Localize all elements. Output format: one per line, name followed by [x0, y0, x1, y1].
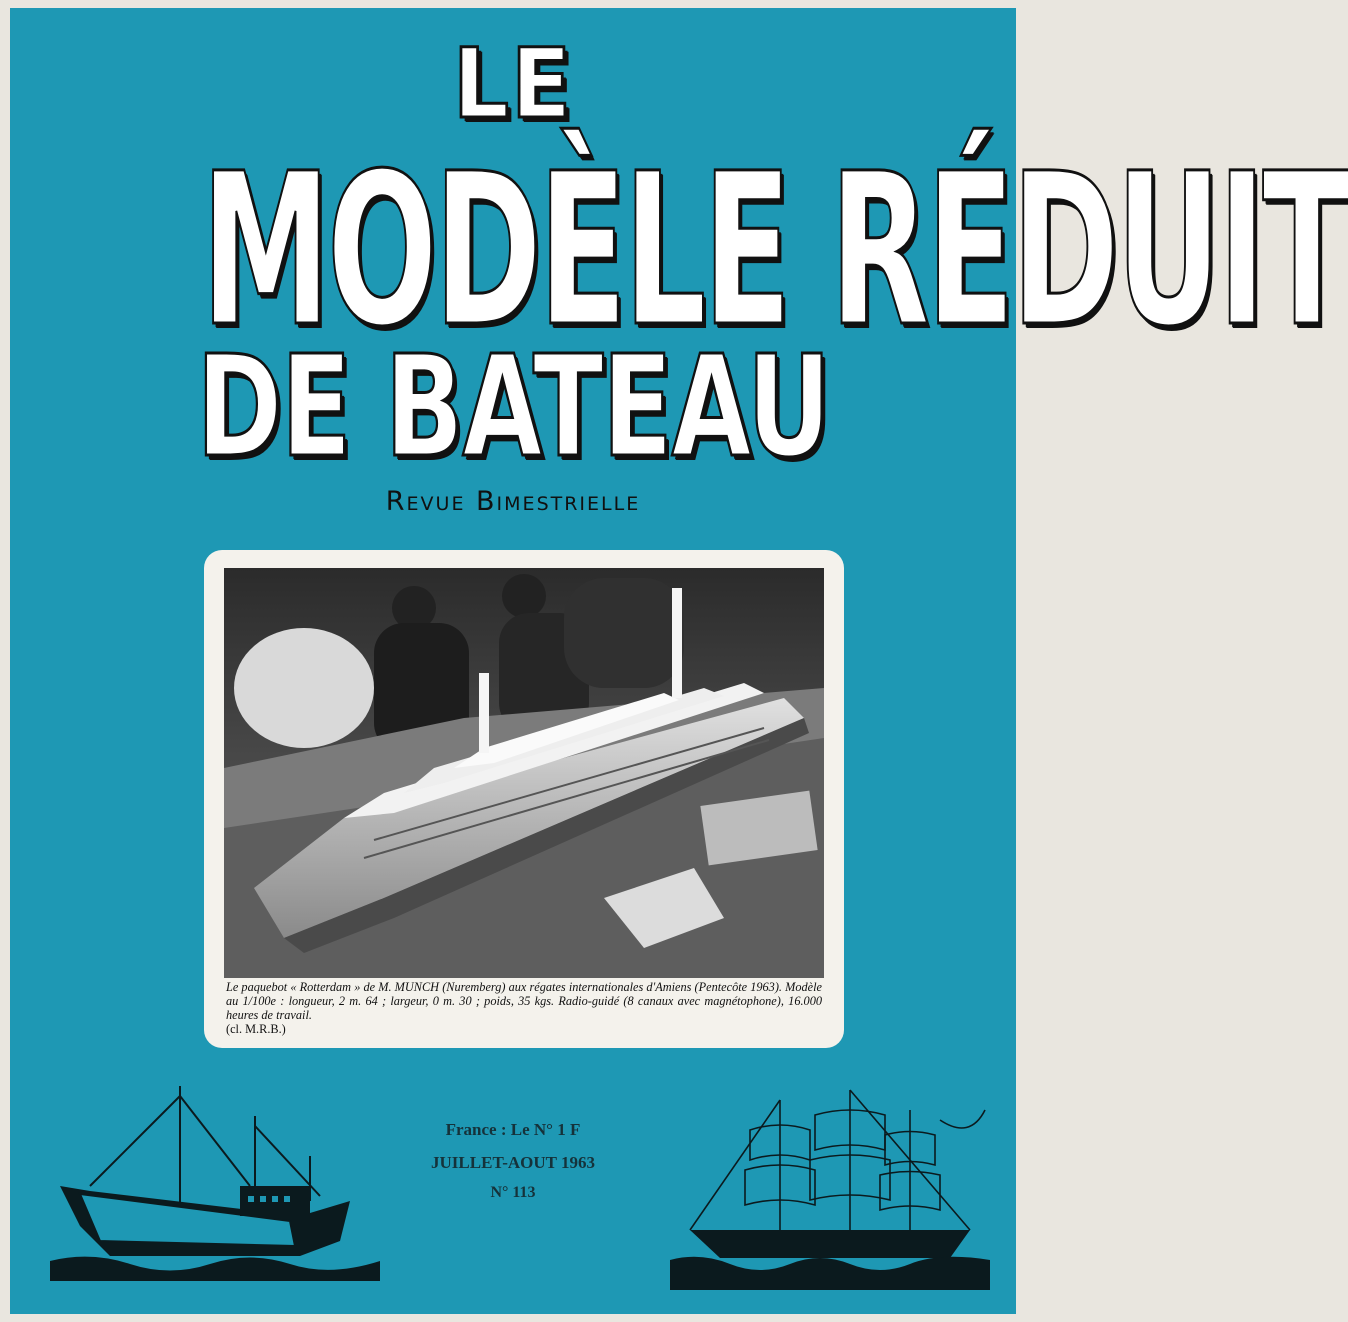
ship-model-photo [224, 568, 824, 978]
title-de-bateau: DE BATEAU [196, 326, 830, 489]
magazine-cover [10, 8, 1348, 1314]
photo-credit: (cl. M.R.B.) [226, 1022, 286, 1036]
photo-caption [226, 980, 822, 1036]
sailing-ship-drawing-icon [670, 1080, 990, 1290]
caption-text: Le paquebot « Rotterdam » de M. MUNCH (Nuremberg) aux régates internationales d'Amiens (Pentecôte 1963). Modèle au 1/100e : longueur, 2 m. 64 ; largeur, 0 m. 30 ; poids, 35 kgs. Radio-guidé (8 canaux avec magnétophone), 16.000 heures de travail. [226, 980, 822, 1022]
ship-model-photo-icon [224, 568, 824, 978]
title-modele-reduit: MODÈLE RÉDUIT [201, 128, 1348, 373]
subtitle: Revue Bimestrielle [385, 486, 641, 517]
price: France : Le N° 1 F [445, 1120, 581, 1139]
title-le: LE [452, 28, 574, 140]
issue-date: JUILLET-AOUT 1963 [431, 1153, 595, 1172]
photo-card [204, 550, 844, 1048]
trawler-ship-drawing-icon [50, 1076, 380, 1281]
issue-number: N° 113 [490, 1184, 536, 1201]
